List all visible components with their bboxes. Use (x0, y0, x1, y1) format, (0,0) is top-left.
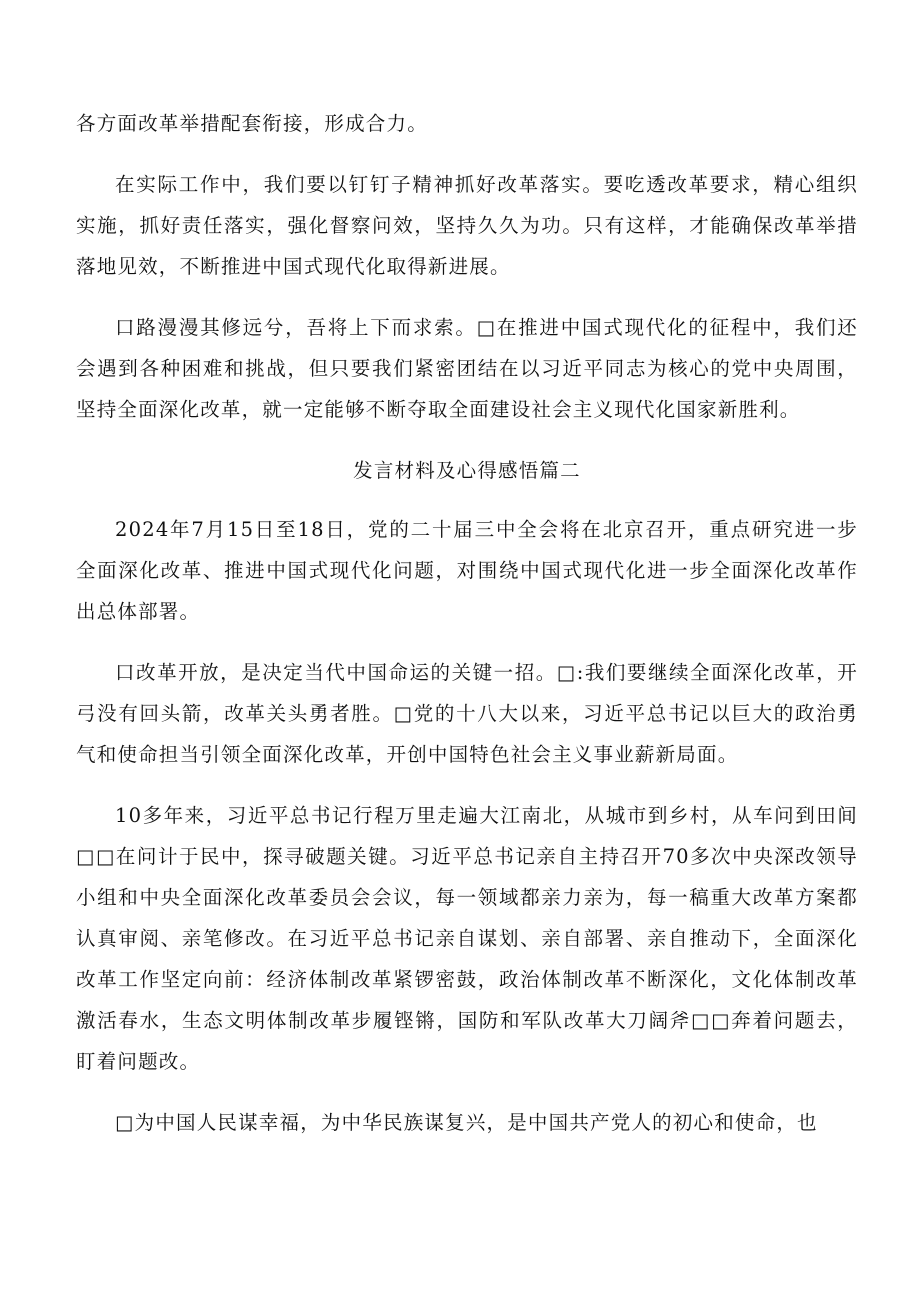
paragraph-implementation: 在实际工作中，我们要以钉钉子精神抓好改革落实。要吃透改革要求，精心组织实施，抓好责任落实，强化督察问效，坚持久久为功。只有这样，才能确保改革举措落地见效，不断推进中国式现代化取得新进展。 (76, 173, 858, 278)
paragraph-long-road: 口路漫漫其修远兮，吾将上下而求索。□在推进中国式现代化的征程中，我们还会遇到各种困难和挑战，但只要我们紧密团结在以习近平同志为核心的党中央周围，坚持全面深化改革，就一定能够不断夺取全面建设社会主义现代化国家新胜利。 (76, 316, 858, 421)
paragraph-continuation: 各方面改革举措配套衔接，形成合力。 (76, 112, 428, 135)
paragraph-plenary-session: 2024年7月15日至18日，党的二十届三中全会将在北京召开，重点研究进一步全面深化改革、推进中国式现代化问题，对围绕中国式现代化进一步全面深化改革作出总体部署。 (76, 518, 858, 623)
document-body (76, 103, 858, 1163)
section-heading: 发言材料及心得感悟篇二 (353, 459, 581, 482)
paragraph-reform-opening: 口改革开放，是决定当代中国命运的关键一招。□:我们要继续全面深化改革，开弓没有回头箭，改革关头勇者胜。□党的十八大以来，习近平总书记以巨大的政治勇气和使命担当引领全面深化改革，开创中国特色社会主义事业薪新局面。 (76, 661, 858, 766)
paragraph-mission: □为中国人民谋幸福，为中华民族谋复兴，是中国共产党人的初心和使命，也 (115, 1111, 818, 1134)
paragraph-decade-reform: 10多年来，习近平总书记行程万里走遍大江南北，从城市到乡村，从车问到田间□□在问计于民中，探寻破题关键。习近平总书记亲自主持召开70多次中央深改领导小组和中央全面深化改革委员会会议，每一领域都亲力亲为，每一稿重大改革方案都认真审阅、亲笔修改。在习近平总书记亲自谋划、亲自部署、亲自推动下，全面深化改革工作坚定向前：经济体制改革紧锣密鼓，政治体制改革不断深化，文化体制改革激活春水，生态文明体制改革步履铿锵，国防和军队改革大刀阔斧□□奔着问题去，盯着问题改。 (76, 804, 858, 1073)
